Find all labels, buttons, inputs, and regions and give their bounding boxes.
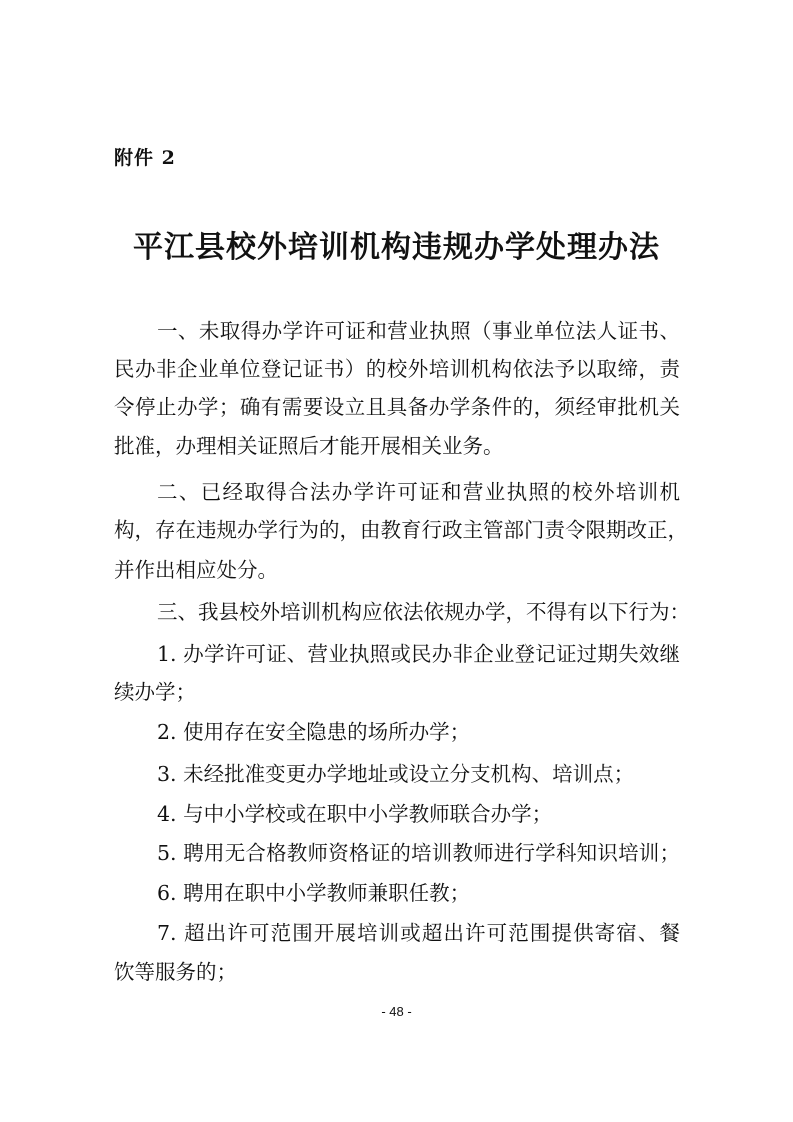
paragraph-line: 三、我县校外培训机构应依法依规办学，不得有以下行为： — [157, 600, 690, 624]
paragraph-line: 批准，办理相关证照后才能开展相关业务。 — [114, 434, 504, 458]
paragraph-line: 一、未取得办学许可证和营业执照（事业单位法人证书、 — [157, 319, 680, 343]
list-item-line: 2. 使用存在安全隐患的场所办学； — [157, 720, 471, 744]
list-item-line: 3. 未经批准变更办学地址或设立分支机构、培训点； — [157, 762, 635, 786]
list-item-line: 5. 聘用无合格教师资格证的培训教师进行学科知识培训； — [157, 841, 680, 865]
list-item-line: 7. 超出许可范围开展培训或超出许可范围提供寄宿、餐 — [157, 921, 680, 945]
paragraph-line: 令停止办学；确有需要设立且具备办学条件的，须经审批机关 — [114, 395, 680, 419]
paragraph-line: 构，存在违规办学行为的，由教育行政主管部门责令限期改正， — [114, 518, 688, 542]
list-item-line: 续办学； — [114, 680, 196, 704]
list-item-line: 6. 聘用在职中小学教师兼职任教； — [157, 881, 471, 905]
paragraph-line: 民办非企业单位登记证书）的校外培训机构依法予以取缔，责 — [114, 357, 680, 381]
paragraph-line: 二、已经取得合法办学许可证和营业执照的校外培训机 — [157, 480, 680, 504]
attachment-label: 附件 2 — [114, 147, 176, 169]
paragraph-line: 并作出相应处分。 — [114, 558, 278, 582]
list-item-line: 饮等服务的； — [114, 960, 237, 984]
document-title: 平江县校外培训机构违规办学处理办法 — [133, 230, 660, 265]
list-item-line: 1. 办学许可证、营业执照或民办非企业登记证过期失效继 — [157, 642, 680, 666]
page-number: - 48 - — [381, 1004, 412, 1019]
list-item-line: 4. 与中小学校或在职中小学教师联合办学； — [157, 802, 553, 826]
